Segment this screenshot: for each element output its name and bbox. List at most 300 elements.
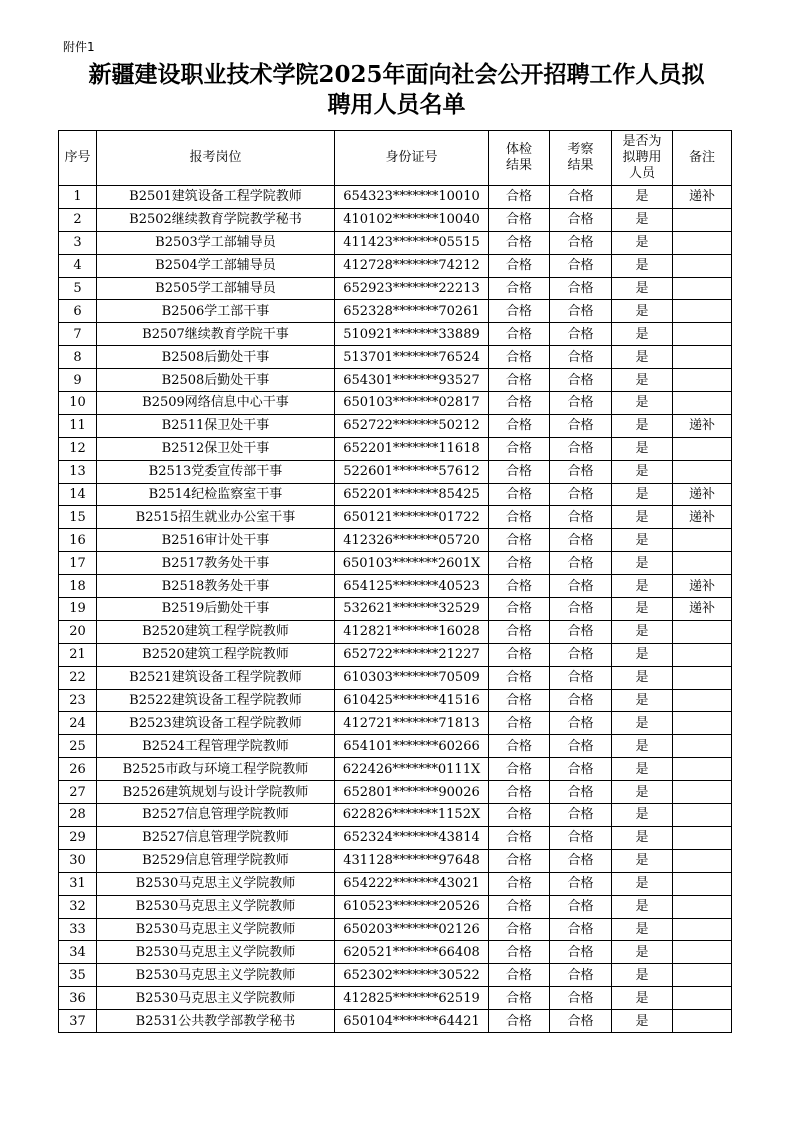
cell-position: B2520建筑工程学院教师	[97, 643, 335, 666]
attachment-label: 附件1	[63, 40, 95, 54]
cell-check: 合格	[550, 689, 612, 712]
cell-check: 合格	[550, 483, 612, 506]
cell-physical: 合格	[489, 666, 550, 689]
cell-check: 合格	[550, 987, 612, 1010]
cell-physical: 合格	[489, 460, 550, 483]
cell-position: B2526建筑规划与设计学院教师	[97, 781, 335, 804]
cell-position: B2508后勤处干事	[97, 369, 335, 392]
cell-hire: 是	[612, 346, 673, 369]
cell-physical: 合格	[489, 735, 550, 758]
table-row	[59, 735, 732, 758]
cell-position: B2502继续教育学院教学秘书	[97, 208, 335, 231]
cell-check: 合格	[550, 598, 612, 621]
cell-id: 654125*******40523	[335, 575, 489, 598]
cell-no: 22	[59, 666, 97, 689]
cell-no: 13	[59, 460, 97, 483]
cell-note	[673, 735, 732, 758]
header-id: 身份证号	[335, 131, 489, 186]
cell-check: 合格	[550, 529, 612, 552]
cell-id: 652302*******30522	[335, 964, 489, 987]
cell-physical: 合格	[489, 758, 550, 781]
cell-physical: 合格	[489, 1010, 550, 1033]
cell-note	[673, 277, 732, 300]
cell-physical: 合格	[489, 254, 550, 277]
cell-no: 24	[59, 712, 97, 735]
cell-note	[673, 323, 732, 346]
cell-id: 412728*******74212	[335, 254, 489, 277]
cell-id: 652328*******70261	[335, 300, 489, 323]
table-row	[59, 872, 732, 895]
cell-hire: 是	[612, 277, 673, 300]
cell-note	[673, 437, 732, 460]
cell-note: 递补	[673, 506, 732, 529]
cell-check: 合格	[550, 437, 612, 460]
cell-note	[673, 987, 732, 1010]
cell-hire: 是	[612, 460, 673, 483]
cell-position: B2527信息管理学院教师	[97, 826, 335, 849]
table-row	[59, 941, 732, 964]
table-row	[59, 186, 732, 209]
cell-position: B2504学工部辅导员	[97, 254, 335, 277]
cell-no: 20	[59, 620, 97, 643]
cell-physical: 合格	[489, 300, 550, 323]
cell-id: 412825*******62519	[335, 987, 489, 1010]
cell-position: B2530马克思主义学院教师	[97, 895, 335, 918]
table-row	[59, 254, 732, 277]
cell-check: 合格	[550, 392, 612, 415]
cell-physical: 合格	[489, 231, 550, 254]
cell-check: 合格	[550, 666, 612, 689]
cell-hire: 是	[612, 483, 673, 506]
header-note: 备注	[673, 131, 732, 186]
cell-note	[673, 1010, 732, 1033]
cell-note: 递补	[673, 575, 732, 598]
cell-physical: 合格	[489, 392, 550, 415]
header-physical: 体检 结果	[489, 131, 550, 186]
cell-physical: 合格	[489, 598, 550, 621]
cell-note	[673, 300, 732, 323]
cell-check: 合格	[550, 460, 612, 483]
cell-no: 3	[59, 231, 97, 254]
cell-id: 654301*******93527	[335, 369, 489, 392]
cell-no: 17	[59, 552, 97, 575]
cell-no: 36	[59, 987, 97, 1010]
cell-physical: 合格	[489, 208, 550, 231]
cell-hire: 是	[612, 186, 673, 209]
cell-note	[673, 758, 732, 781]
cell-id: 652722*******50212	[335, 414, 489, 437]
cell-physical: 合格	[489, 895, 550, 918]
table-row	[59, 620, 732, 643]
cell-physical: 合格	[489, 483, 550, 506]
cell-physical: 合格	[489, 689, 550, 712]
cell-physical: 合格	[489, 826, 550, 849]
cell-check: 合格	[550, 186, 612, 209]
cell-check: 合格	[550, 254, 612, 277]
cell-position: B2530马克思主义学院教师	[97, 941, 335, 964]
cell-physical: 合格	[489, 620, 550, 643]
cell-id: 650103*******2601X	[335, 552, 489, 575]
cell-note	[673, 895, 732, 918]
cell-note	[673, 872, 732, 895]
cell-note	[673, 781, 732, 804]
cell-position: B2509网络信息中心干事	[97, 392, 335, 415]
table-row	[59, 804, 732, 827]
cell-no: 23	[59, 689, 97, 712]
cell-position: B2521建筑设备工程学院教师	[97, 666, 335, 689]
cell-position: B2516审计处干事	[97, 529, 335, 552]
cell-hire: 是	[612, 575, 673, 598]
cell-hire: 是	[612, 643, 673, 666]
cell-position: B2530马克思主义学院教师	[97, 987, 335, 1010]
cell-note	[673, 231, 732, 254]
cell-check: 合格	[550, 506, 612, 529]
cell-hire: 是	[612, 529, 673, 552]
cell-position: B2514纪检监察室干事	[97, 483, 335, 506]
table-row	[59, 529, 732, 552]
cell-no: 35	[59, 964, 97, 987]
cell-hire: 是	[612, 826, 673, 849]
cell-no: 16	[59, 529, 97, 552]
cell-hire: 是	[612, 941, 673, 964]
cell-no: 15	[59, 506, 97, 529]
cell-no: 31	[59, 872, 97, 895]
cell-id: 652201*******85425	[335, 483, 489, 506]
cell-check: 合格	[550, 300, 612, 323]
cell-position: B2508后勤处干事	[97, 346, 335, 369]
cell-id: 610523*******20526	[335, 895, 489, 918]
cell-hire: 是	[612, 758, 673, 781]
table-row	[59, 1010, 732, 1033]
cell-hire: 是	[612, 437, 673, 460]
table-row	[59, 437, 732, 460]
cell-hire: 是	[612, 872, 673, 895]
cell-physical: 合格	[489, 277, 550, 300]
cell-check: 合格	[550, 414, 612, 437]
table-row	[59, 483, 732, 506]
cell-physical: 合格	[489, 987, 550, 1010]
cell-no: 19	[59, 598, 97, 621]
table-row	[59, 598, 732, 621]
cell-no: 6	[59, 300, 97, 323]
cell-id: 610425*******41516	[335, 689, 489, 712]
cell-no: 12	[59, 437, 97, 460]
cell-hire: 是	[612, 712, 673, 735]
cell-id: 412721*******71813	[335, 712, 489, 735]
cell-check: 合格	[550, 758, 612, 781]
cell-check: 合格	[550, 620, 612, 643]
cell-check: 合格	[550, 872, 612, 895]
cell-check: 合格	[550, 804, 612, 827]
cell-check: 合格	[550, 735, 612, 758]
cell-hire: 是	[612, 300, 673, 323]
table-row	[59, 712, 732, 735]
table-row	[59, 552, 732, 575]
cell-position: B2505学工部辅导员	[97, 277, 335, 300]
cell-no: 25	[59, 735, 97, 758]
cell-hire: 是	[612, 369, 673, 392]
cell-hire: 是	[612, 506, 673, 529]
table-row	[59, 918, 732, 941]
cell-hire: 是	[612, 735, 673, 758]
cell-hire: 是	[612, 849, 673, 872]
cell-position: B2531公共教学部教学秘书	[97, 1010, 335, 1033]
cell-hire: 是	[612, 895, 673, 918]
cell-no: 27	[59, 781, 97, 804]
cell-id: 654101*******60266	[335, 735, 489, 758]
cell-hire: 是	[612, 1010, 673, 1033]
table-row	[59, 781, 732, 804]
cell-hire: 是	[612, 781, 673, 804]
cell-hire: 是	[612, 918, 673, 941]
table-row	[59, 506, 732, 529]
cell-hire: 是	[612, 804, 673, 827]
cell-no: 26	[59, 758, 97, 781]
cell-no: 14	[59, 483, 97, 506]
table-header-row	[59, 131, 732, 186]
cell-physical: 合格	[489, 964, 550, 987]
cell-position: B2525市政与环境工程学院教师	[97, 758, 335, 781]
cell-no: 7	[59, 323, 97, 346]
cell-position: B2530马克思主义学院教师	[97, 964, 335, 987]
cell-no: 21	[59, 643, 97, 666]
cell-hire: 是	[612, 689, 673, 712]
cell-id: 654323*******10010	[335, 186, 489, 209]
cell-id: 654222*******43021	[335, 872, 489, 895]
table-row	[59, 414, 732, 437]
cell-physical: 合格	[489, 323, 550, 346]
table-row	[59, 987, 732, 1010]
cell-position: B2522建筑设备工程学院教师	[97, 689, 335, 712]
cell-physical: 合格	[489, 781, 550, 804]
cell-id: 522601*******57612	[335, 460, 489, 483]
cell-no: 33	[59, 918, 97, 941]
cell-physical: 合格	[489, 712, 550, 735]
table-row	[59, 895, 732, 918]
cell-check: 合格	[550, 323, 612, 346]
table-row	[59, 643, 732, 666]
cell-physical: 合格	[489, 529, 550, 552]
cell-check: 合格	[550, 1010, 612, 1033]
cell-position: B2519后勤处干事	[97, 598, 335, 621]
table-row	[59, 231, 732, 254]
cell-check: 合格	[550, 918, 612, 941]
cell-check: 合格	[550, 781, 612, 804]
cell-note: 递补	[673, 186, 732, 209]
cell-physical: 合格	[489, 918, 550, 941]
cell-position: B2506学工部干事	[97, 300, 335, 323]
cell-id: 622426*******0111X	[335, 758, 489, 781]
cell-no: 9	[59, 369, 97, 392]
cell-id: 510921*******33889	[335, 323, 489, 346]
cell-note: 递补	[673, 598, 732, 621]
cell-id: 412821*******16028	[335, 620, 489, 643]
table-row	[59, 208, 732, 231]
cell-physical: 合格	[489, 369, 550, 392]
cell-note	[673, 254, 732, 277]
cell-hire: 是	[612, 666, 673, 689]
cell-id: 431128*******97648	[335, 849, 489, 872]
cell-check: 合格	[550, 964, 612, 987]
cell-position: B2523建筑设备工程学院教师	[97, 712, 335, 735]
cell-id: 652923*******22213	[335, 277, 489, 300]
cell-no: 28	[59, 804, 97, 827]
cell-id: 610303*******70509	[335, 666, 489, 689]
cell-hire: 是	[612, 323, 673, 346]
cell-position: B2530马克思主义学院教师	[97, 918, 335, 941]
cell-check: 合格	[550, 552, 612, 575]
cell-id: 412326*******05720	[335, 529, 489, 552]
cell-hire: 是	[612, 964, 673, 987]
table-row	[59, 300, 732, 323]
table-row	[59, 666, 732, 689]
cell-check: 合格	[550, 369, 612, 392]
cell-id: 650103*******02817	[335, 392, 489, 415]
cell-physical: 合格	[489, 552, 550, 575]
cell-check: 合格	[550, 643, 612, 666]
table-row	[59, 277, 732, 300]
cell-physical: 合格	[489, 643, 550, 666]
cell-note	[673, 643, 732, 666]
cell-note	[673, 346, 732, 369]
cell-no: 2	[59, 208, 97, 231]
cell-check: 合格	[550, 231, 612, 254]
cell-position: B2501建筑设备工程学院教师	[97, 186, 335, 209]
cell-note	[673, 804, 732, 827]
cell-id: 410102*******10040	[335, 208, 489, 231]
cell-hire: 是	[612, 231, 673, 254]
cell-id: 650121*******01722	[335, 506, 489, 529]
cell-physical: 合格	[489, 941, 550, 964]
cell-check: 合格	[550, 277, 612, 300]
cell-note	[673, 620, 732, 643]
cell-note	[673, 964, 732, 987]
cell-position: B2520建筑工程学院教师	[97, 620, 335, 643]
cell-id: 411423*******05515	[335, 231, 489, 254]
cell-check: 合格	[550, 346, 612, 369]
cell-position: B2513党委宣传部干事	[97, 460, 335, 483]
cell-id: 620521*******66408	[335, 941, 489, 964]
cell-check: 合格	[550, 712, 612, 735]
cell-no: 37	[59, 1010, 97, 1033]
cell-position: B2512保卫处干事	[97, 437, 335, 460]
cell-no: 18	[59, 575, 97, 598]
cell-id: 650203*******02126	[335, 918, 489, 941]
cell-note	[673, 918, 732, 941]
cell-note	[673, 208, 732, 231]
cell-position: B2515招生就业办公室干事	[97, 506, 335, 529]
cell-position: B2503学工部辅导员	[97, 231, 335, 254]
cell-note	[673, 712, 732, 735]
table-row	[59, 964, 732, 987]
table-row	[59, 460, 732, 483]
cell-position: B2518教务处干事	[97, 575, 335, 598]
cell-position: B2507继续教育学院干事	[97, 323, 335, 346]
cell-position: B2530马克思主义学院教师	[97, 872, 335, 895]
cell-note: 递补	[673, 414, 732, 437]
cell-no: 11	[59, 414, 97, 437]
table-body	[59, 186, 732, 1033]
cell-no: 34	[59, 941, 97, 964]
table-row	[59, 323, 732, 346]
cell-hire: 是	[612, 598, 673, 621]
cell-hire: 是	[612, 208, 673, 231]
cell-position: B2524工程管理学院教师	[97, 735, 335, 758]
cell-note	[673, 529, 732, 552]
cell-id: 513701*******76524	[335, 346, 489, 369]
cell-note	[673, 460, 732, 483]
candidate-table	[58, 130, 732, 1033]
cell-position: B2511保卫处干事	[97, 414, 335, 437]
table-row	[59, 689, 732, 712]
cell-check: 合格	[550, 575, 612, 598]
cell-note	[673, 849, 732, 872]
table-row	[59, 575, 732, 598]
cell-no: 29	[59, 826, 97, 849]
header-no: 序号	[59, 131, 97, 186]
cell-check: 合格	[550, 826, 612, 849]
header-position: 报考岗位	[97, 131, 335, 186]
cell-id: 622826*******1152X	[335, 804, 489, 827]
cell-physical: 合格	[489, 186, 550, 209]
cell-check: 合格	[550, 941, 612, 964]
cell-no: 10	[59, 392, 97, 415]
cell-note: 递补	[673, 483, 732, 506]
document-title	[40, 60, 753, 120]
cell-id: 650104*******64421	[335, 1010, 489, 1033]
cell-check: 合格	[550, 849, 612, 872]
cell-physical: 合格	[489, 804, 550, 827]
cell-note	[673, 666, 732, 689]
table-row	[59, 826, 732, 849]
header-check: 考察 结果	[550, 131, 612, 186]
cell-no: 5	[59, 277, 97, 300]
cell-physical: 合格	[489, 437, 550, 460]
cell-note	[673, 552, 732, 575]
cell-id: 532621*******32529	[335, 598, 489, 621]
cell-note	[673, 369, 732, 392]
title-line-1: 新疆建设职业技术学院2025年面向社会公开招聘工作人员拟	[88, 61, 705, 88]
cell-no: 32	[59, 895, 97, 918]
cell-check: 合格	[550, 895, 612, 918]
cell-no: 8	[59, 346, 97, 369]
cell-note	[673, 826, 732, 849]
cell-hire: 是	[612, 392, 673, 415]
cell-physical: 合格	[489, 414, 550, 437]
table-row	[59, 849, 732, 872]
cell-no: 30	[59, 849, 97, 872]
table-row	[59, 758, 732, 781]
table-row	[59, 369, 732, 392]
table-row	[59, 346, 732, 369]
cell-note	[673, 689, 732, 712]
cell-id: 652324*******43814	[335, 826, 489, 849]
cell-no: 4	[59, 254, 97, 277]
cell-hire: 是	[612, 414, 673, 437]
cell-physical: 合格	[489, 575, 550, 598]
cell-physical: 合格	[489, 849, 550, 872]
cell-id: 652201*******11618	[335, 437, 489, 460]
cell-hire: 是	[612, 620, 673, 643]
cell-position: B2527信息管理学院教师	[97, 804, 335, 827]
cell-hire: 是	[612, 552, 673, 575]
cell-check: 合格	[550, 208, 612, 231]
cell-id: 652722*******21227	[335, 643, 489, 666]
cell-hire: 是	[612, 254, 673, 277]
title-line-2: 聘用人员名单	[327, 91, 466, 118]
cell-note	[673, 392, 732, 415]
cell-position: B2529信息管理学院教师	[97, 849, 335, 872]
